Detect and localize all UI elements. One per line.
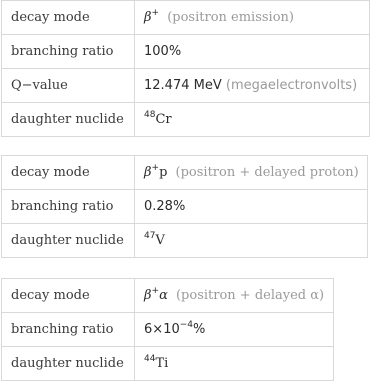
branching-base: 10 [163, 322, 180, 337]
decay-mode-extra: p [159, 165, 168, 180]
decay-mode-extra: α [159, 288, 168, 303]
decay-table-delayed-proton [1, 155, 368, 258]
decay-mode-description: (positron + delayed α) [175, 288, 325, 303]
daughter-nuclide-value [135, 103, 370, 137]
daughter-mass-number: 44 [144, 354, 156, 364]
table-row [2, 35, 370, 69]
daughter-nuclide-value [135, 347, 334, 381]
decay-mode-value [135, 279, 334, 313]
table-row [2, 1, 370, 35]
table-row [2, 103, 370, 137]
branching-times-sign: × [152, 322, 164, 337]
branching-ratio-label: branching ratio [2, 313, 135, 347]
table-row [2, 69, 370, 103]
daughter-element-symbol: Cr [155, 112, 172, 127]
daughter-mass-number: 48 [144, 110, 156, 120]
decay-mode-sup: + [151, 163, 160, 173]
table-row [2, 224, 368, 258]
branching-percent: % [193, 322, 206, 337]
q-value-label: Q−value [2, 69, 135, 103]
branching-mantissa: 6 [144, 322, 153, 337]
decay-mode-value [135, 156, 368, 190]
branching-exponent: −4 [179, 320, 194, 330]
daughter-nuclide-label: daughter nuclide [2, 103, 135, 137]
branching-ratio-value: 100% [135, 35, 370, 69]
decay-mode-sup: + [151, 286, 160, 296]
branching-ratio-label: branching ratio [2, 190, 135, 224]
decay-mode-description: (positron + delayed proton) [175, 165, 359, 180]
table-row [2, 347, 334, 381]
decay-mode-symbol: β [144, 165, 152, 180]
daughter-nuclide-label: daughter nuclide [2, 347, 135, 381]
decay-mode-value [135, 1, 370, 35]
daughter-element-symbol: V [155, 233, 165, 248]
daughter-element-symbol: Ti [155, 356, 169, 371]
decay-mode-symbol: β [144, 288, 152, 303]
daughter-nuclide-label: daughter nuclide [2, 224, 135, 258]
decay-mode-label: decay mode [2, 1, 135, 35]
branching-ratio-value: 0.28% [135, 190, 368, 224]
decay-mode-label: decay mode [2, 156, 135, 190]
q-value-unit: MeV [193, 78, 222, 93]
decay-mode-sup: + [151, 8, 160, 18]
q-value-number: 12.474 [144, 78, 190, 93]
q-value-unit-description: (megaelectronvolts) [225, 78, 358, 93]
daughter-nuclide-value [135, 224, 368, 258]
decay-table-delayed-alpha [1, 278, 334, 381]
table-row [2, 279, 334, 313]
branching-ratio-value [135, 313, 334, 347]
table-row [2, 156, 368, 190]
daughter-mass-number: 47 [144, 231, 156, 241]
table-row [2, 313, 334, 347]
table-row [2, 190, 368, 224]
decay-mode-label: decay mode [2, 279, 135, 313]
branching-ratio-label: branching ratio [2, 35, 135, 69]
decay-mode-symbol: β [144, 10, 152, 25]
decay-table-positron-emission [1, 0, 370, 137]
decay-mode-description: (positron emission) [167, 10, 294, 25]
q-value-value [135, 69, 370, 103]
